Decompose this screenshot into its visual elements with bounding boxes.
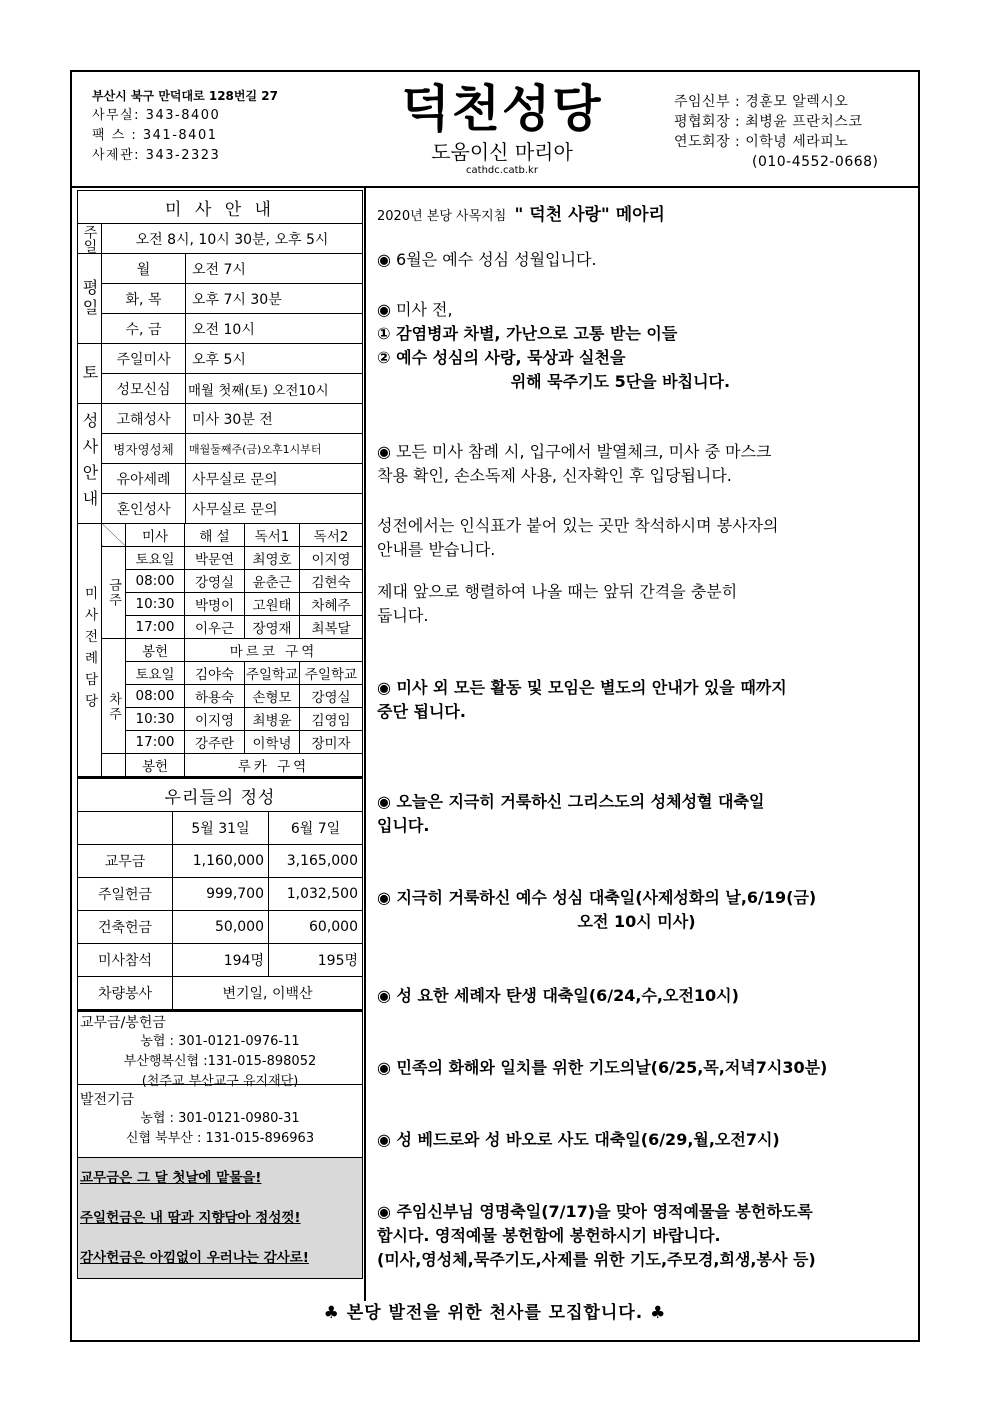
- notice-line: 중단 됩니다.: [377, 702, 466, 721]
- tithe-account-line: 농협 : 301-0121-0976-11: [140, 1034, 300, 1049]
- contact-block: [92, 86, 278, 166]
- ministry-header: 독서1: [245, 524, 300, 547]
- offering-label: 봉헌: [126, 639, 185, 662]
- sacrament-detail: 사무실로 문의: [186, 494, 363, 524]
- next-week-label: 차주: [102, 662, 126, 754]
- church-title-block: [372, 78, 632, 178]
- notice-line: ◉ 오늘은 지극히 거룩하신 그리스도의 성체성혈 대축일: [377, 792, 765, 811]
- sunday-mass-time: 오전 8시, 10시 30분, 오후 5시: [102, 224, 363, 254]
- notice-item: [377, 248, 917, 272]
- ministry-cell: 김야숙: [185, 662, 245, 685]
- saturday-time: 매월 첫째(토) 오전10시: [186, 374, 363, 404]
- bulletin-header: [72, 72, 918, 188]
- ministry-cell: 08:00: [126, 685, 185, 708]
- weekday-time: 오전 10시: [186, 314, 363, 344]
- this-week-label: 금주: [102, 547, 126, 639]
- ministry-table: [77, 524, 363, 777]
- ministry-cell: 주일학교: [245, 662, 300, 685]
- ministry-cell: 이우근: [185, 616, 245, 639]
- sunday-label: 주일: [78, 224, 102, 254]
- notice-line: 둡니다.: [377, 606, 429, 625]
- notice-item: [377, 886, 917, 934]
- tithe-account-title: 교무금/봉헌금: [80, 1015, 166, 1031]
- offering-date: 5월 31일: [173, 812, 269, 845]
- ministry-cell: 박문연: [185, 547, 245, 570]
- ministry-cell: 박명이: [185, 593, 245, 616]
- staff-phone: (010-4552-0668): [752, 154, 879, 170]
- notice-line: ② 예수 성심의 사랑, 묵상과 실천을: [377, 348, 626, 367]
- notice-line: 합시다. 영적예물 봉헌함에 봉헌하시기 바랍니다.: [377, 1226, 721, 1245]
- notice-line: ◉ 주임신부님 영명축일(7/17)을 맞아 영적예물을 봉헌하도록: [377, 1202, 813, 1221]
- slogan-box: [77, 1158, 363, 1279]
- church-name: 덕천성당: [401, 80, 603, 138]
- notice-line: 오전 10시 미사): [377, 912, 696, 931]
- offering-value: 1,032,500: [269, 878, 363, 911]
- notice-line: ◉ 미사 외 모든 활동 및 모임은 별도의 안내가 있을 때까지: [377, 678, 787, 697]
- saturday-time: 오후 5시: [186, 344, 363, 374]
- sacrament-label: 성사안내: [78, 404, 102, 524]
- tithe-account-line: 부산행복신협 :131-015-898052: [123, 1054, 317, 1069]
- weekday-day: 월: [102, 254, 186, 284]
- sacrament-detail: 사무실로 문의: [186, 464, 363, 494]
- ministry-cell: 10:30: [126, 593, 185, 616]
- staff-council-president: 평협회장 : 최병윤 프란치스코: [674, 114, 863, 130]
- ministry-cell: 17:00: [126, 731, 185, 754]
- sacrament-detail: 매월둘째주(금)오후1시부터: [186, 434, 363, 464]
- ministry-cell: 최복달: [300, 616, 363, 639]
- notice-line: ◉ 6월은 예수 성심 성월입니다.: [377, 250, 597, 269]
- notice-item: [377, 1056, 917, 1080]
- ministry-cell: 최영호: [245, 547, 300, 570]
- ministry-cell: 08:00: [126, 570, 185, 593]
- ministry-cell: 토요일: [126, 547, 185, 570]
- account-box-development: [77, 1085, 363, 1158]
- notice-item: [377, 790, 917, 838]
- slogan-line: 감사헌금은 아낌없이 우러나는 감사로!: [80, 1250, 309, 1266]
- notice-line: ◉ 모든 미사 참례 시, 입구에서 발열체크, 미사 중 마스크: [377, 442, 772, 461]
- ministry-cell: 하용숙: [185, 685, 245, 708]
- blank-cell: [102, 639, 126, 662]
- ministry-cell: 이지영: [185, 708, 245, 731]
- vehicle-label: 차량봉사: [78, 977, 173, 1010]
- rectory-tel: 사제관: 343-2323: [92, 148, 221, 163]
- saturday-label: 토: [78, 344, 102, 404]
- offering-date: 6월 7일: [269, 812, 363, 845]
- blank-cell: [102, 754, 126, 777]
- notice-line: 입니다.: [377, 816, 430, 835]
- notice-line: 제대 앞으로 행렬하여 나올 때는 앞뒤 간격을 충분히: [377, 582, 738, 601]
- offering-value: 194명: [173, 944, 269, 977]
- development-fund-title: 발전기금: [80, 1092, 135, 1108]
- footer-notice: ♣ 본당 발전을 위한 천사를 모집합니다. ♣: [323, 1303, 667, 1323]
- left-column: [77, 190, 363, 1300]
- blank-cell: [78, 812, 173, 845]
- notices-header-title: " 덕천 사랑" 메아리: [514, 205, 665, 225]
- weekday-time: 오전 7시: [186, 254, 363, 284]
- weekday-day: 수, 금: [102, 314, 186, 344]
- offering-value: 3,165,000: [269, 845, 363, 878]
- bulletin-frame: [70, 70, 920, 1342]
- notice-item: [377, 676, 917, 724]
- mass-guide-table: [77, 190, 363, 524]
- ministry-header: 미사: [126, 524, 185, 547]
- offering-label: 건축헌금: [78, 911, 173, 944]
- ministry-cell: 강주란: [185, 731, 245, 754]
- ministry-cell: 윤춘근: [245, 570, 300, 593]
- office-tel: 사무실: 343-8400: [92, 108, 221, 123]
- notices-header-small: 2020년 본당 사목지침: [377, 209, 507, 224]
- saturday-item: 주일미사: [102, 344, 186, 374]
- notice-item: [377, 984, 917, 1008]
- weekday-day: 화, 목: [102, 284, 186, 314]
- this-week-offering: 마르코 구역: [185, 639, 363, 662]
- ministry-cell: 주일학교: [300, 662, 363, 685]
- offering-value: 50,000: [173, 911, 269, 944]
- sacrament-name: 혼인성사: [102, 494, 186, 524]
- weekday-label: 평일: [78, 254, 102, 344]
- notices-header: [377, 200, 917, 225]
- ministry-cell: 강영실: [300, 685, 363, 708]
- offering-label: 교무금: [78, 845, 173, 878]
- notice-line: 안내를 받습니다.: [377, 540, 496, 559]
- ministry-cell: 17:00: [126, 616, 185, 639]
- development-account-line: 신협 북부산 : 131-015-896963: [125, 1131, 315, 1146]
- notice-line: 착용 확인, 손소독제 사용, 신자확인 후 입당됩니다.: [377, 466, 732, 485]
- offering-value: 999,700: [173, 878, 269, 911]
- ministry-cell: 장미자: [300, 731, 363, 754]
- ministry-header: 독서2: [300, 524, 363, 547]
- ministry-cell: 고원태: [245, 593, 300, 616]
- ministry-cell: 이학녕: [245, 731, 300, 754]
- column-divider: [364, 186, 366, 1301]
- notice-item: [377, 440, 917, 488]
- diagonal-cell: [102, 524, 126, 547]
- ministry-cell: 강영실: [185, 570, 245, 593]
- church-address: 부산시 북구 만덕대로 128번길 27: [92, 89, 278, 103]
- saturday-item: 성모신심: [102, 374, 186, 404]
- ministry-cell: 김영임: [300, 708, 363, 731]
- sacrament-detail: 미사 30분 전: [186, 404, 363, 434]
- sacrament-name: 고해성사: [102, 404, 186, 434]
- notice-line: ◉ 미사 전,: [377, 300, 453, 319]
- offering-value: 1,160,000: [173, 845, 269, 878]
- offering-value: 60,000: [269, 911, 363, 944]
- ministry-cell: 최병윤: [245, 708, 300, 731]
- notice-line: 성전에서는 인식표가 붙어 있는 곳만 착석하시며 봉사자의: [377, 516, 779, 535]
- staff-pastor: 주임신부 : 경훈모 알렉시오: [674, 94, 849, 110]
- church-patron: 도움이신 마리아: [431, 140, 573, 164]
- notice-line: ① 감염병과 차별, 가난으로 고통 받는 이들: [377, 324, 678, 343]
- sacrament-name: 병자영성체: [102, 434, 186, 464]
- offering-value: 195명: [269, 944, 363, 977]
- sacrament-name: 유아세례: [102, 464, 186, 494]
- ministry-header: 해 설: [185, 524, 245, 547]
- notice-line: ◉ 성 요한 세례자 탄생 대축일(6/24,수,오전10시): [377, 986, 739, 1005]
- notice-item: [377, 298, 917, 394]
- vehicle-value: 변기일, 이백산: [173, 977, 363, 1010]
- ministry-cell: 10:30: [126, 708, 185, 731]
- offerings-table: [77, 777, 363, 1010]
- notice-line: ◉ 지극히 거룩하신 예수 성심 대축일(사제성화의 날,6/19(금): [377, 888, 817, 907]
- ministry-cell: 손형모: [245, 685, 300, 708]
- weekday-time: 오후 7시 30분: [186, 284, 363, 314]
- notice-item: [377, 514, 917, 562]
- slogan-line: 주일헌금은 내 땀과 지향담아 정성껏!: [80, 1210, 301, 1226]
- slogan-line: 교무금은 그 달 첫날에 맡물을!: [80, 1170, 262, 1186]
- offering-label: 주일헌금: [78, 878, 173, 911]
- offering-label: 미사참석: [78, 944, 173, 977]
- offering-label: 봉헌: [126, 754, 185, 777]
- notices-column: [377, 200, 917, 1269]
- fax-number: 팩 스 : 341-8401: [92, 128, 218, 143]
- next-week-offering: 루카 구역: [185, 754, 363, 777]
- ministry-cell: 장영재: [245, 616, 300, 639]
- notice-item: [377, 1200, 917, 1272]
- ministry-side-label: 미사전례담당: [78, 524, 102, 777]
- account-box-tithe: [77, 1010, 363, 1089]
- staff-funeral-president: 연도회장 : 이학녕 세라피노: [674, 134, 849, 150]
- development-account-line: 농협 : 301-0121-0980-31: [140, 1111, 300, 1126]
- notice-line: 위해 묵주기도 5단을 바칩니다.: [377, 372, 731, 391]
- ministry-cell: 이지영: [300, 547, 363, 570]
- notice-item: [377, 1128, 917, 1152]
- tithe-account-line: (천주교 부산교구 유지재단): [141, 1074, 299, 1089]
- ministry-cell: 토요일: [126, 662, 185, 685]
- notice-line: ◉ 민족의 화해와 일치를 위한 기도의날(6/25,목,저녁7시30분): [377, 1058, 828, 1077]
- church-website: cathdc.catb.kr: [466, 165, 538, 176]
- ministry-cell: 김현숙: [300, 570, 363, 593]
- staff-list: [674, 92, 879, 172]
- notice-line: ◉ 성 베드로와 성 바오로 사도 대축일(6/29,월,오전7시): [377, 1130, 780, 1149]
- mass-guide-title: 미 사 안 내: [78, 191, 363, 224]
- notice-item: [377, 580, 917, 628]
- notice-line: (미사,영성체,묵주기도,사제를 위한 기도,주모경,희생,봉사 등): [377, 1250, 816, 1269]
- offerings-title: 우리들의 정성: [78, 778, 363, 812]
- ministry-cell: 차혜주: [300, 593, 363, 616]
